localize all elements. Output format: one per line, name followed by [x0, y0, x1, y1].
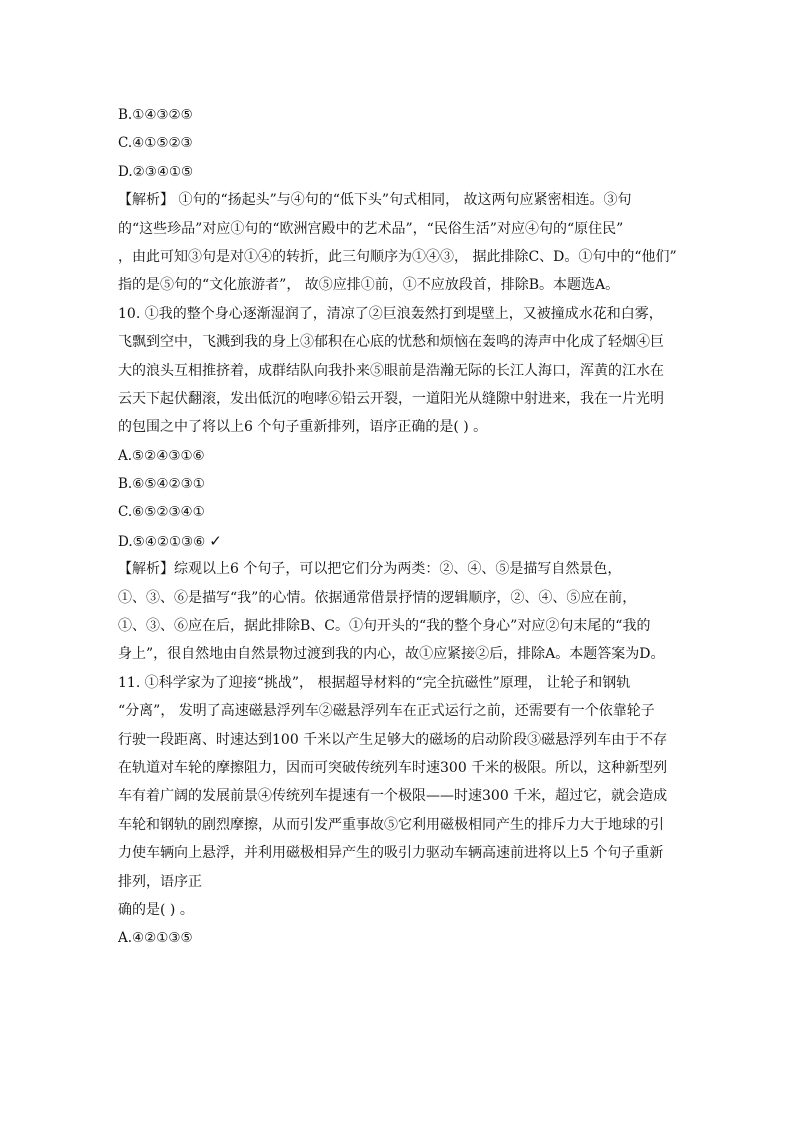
question-text [118, 101, 678, 953]
question-11-line-1: 11. ①科学家为了迎接“挑战”， 根据超导材料的“完全抗磁性”原理， 让轮子和钢轨 [118, 674, 631, 691]
question-11-line-5: 车有着广阔的发展前景④传统列车提速有一个极限——时速300 千米，超过它，就会造成 [118, 788, 668, 805]
checkmark-icon: ✓ [209, 531, 222, 550]
option-c-q10: C.⑥⑤②③④① [118, 504, 205, 521]
analysis-q10-line-3: ①、③、⑥应在后，据此排除B、C。①句开头的“我的整个身心”对应②句末尾的“我的 [118, 618, 651, 635]
question-10-line-4: 云天下起伏翻滚，发出低沉的咆哮⑥铅云开裂，一道阳光从缝隙中射进来，我在一片光明 [118, 390, 664, 407]
analysis-q9-line-2: 的“这些珍品”对应①句的“欧洲宫殿中的艺术品”，“民俗生活”对应④句的“原住民” [118, 220, 624, 237]
question-10-line-2: 飞飘到空中，飞溅到我的身上③郁积在心底的忧愁和烦恼在轰鸣的涛声中化成了轻烟④巨 [118, 334, 664, 351]
question-10-line-1: 10. ①我的整个身心逐渐湿润了，清凉了②巨浪轰然打到堤壁上，又被撞成水花和白雾， [118, 305, 663, 322]
question-11-line-4: 在轨道对车轮的摩擦阻力，因而可突破传统列车时速300 千米的极限。所以，这种新型列 [118, 759, 668, 776]
analysis-q10-line-1: 【解析】综观以上6 个句子，可以把它们分为两类：②、④、⑤是描写自然景色， [118, 561, 622, 578]
option-a-q10: A.⑤②④③①⑥ [118, 447, 205, 464]
option-d-q9: D.②③④①⑤ [118, 163, 194, 180]
analysis-q10-line-4: 身上”，很自然地由自然景物过渡到我的内心，故①应紧接②后，排除A。本题答案为D。 [118, 646, 665, 663]
option-d-q10-text: D.⑤④②①③⑥ [118, 533, 206, 550]
question-11-line-9: 确的是( ) 。 [118, 901, 194, 918]
question-10-line-3: 大的浪头互相推挤着，成群结队向我扑来⑤眼前是浩瀚无际的长江人海口，浑黄的江水在 [118, 362, 664, 379]
option-d-q10 [118, 527, 678, 555]
analysis-q10-line-2: ①、③、⑥是描写“我”的心情。依据通常借景抒情的逻辑顺序，②、④、⑤应在前， [118, 589, 637, 606]
analysis-q9-line-1: 【解析】 ①句的“扬起头”与④句的“低下头”句式相同， 故这两句应紧密相连。③句 [118, 192, 632, 209]
analysis-q9-line-4: 指的是⑤句的“文化旅游者”， 故⑤应排①前，①不应放段首，排除B。本题选A。 [118, 277, 620, 294]
question-11-line-7: 力使车辆向上悬浮，并利用磁极相异产生的吸引力驱动车辆高速前进将以上5 个句子重新 [118, 845, 664, 862]
option-a-q11: A.④②①③⑤ [118, 930, 193, 947]
option-b-q9: B.①④③②⑤ [118, 107, 193, 123]
question-11-line-2: “分离”， 发明了高速磁悬浮列车②磁悬浮列车在正式运行之前，还需要有一个依靠轮子 [118, 703, 655, 720]
analysis-q9-line-3: ，由此可知③句是对①④的转折，此三句顺序为①④③， 据此排除C、D。①句中的“他们” [118, 248, 677, 265]
option-b-q10: B.⑥⑤④②③① [118, 476, 205, 493]
question-11-line-8: 排列，语序正 [118, 873, 202, 890]
question-11-line-6: 车轮和钢轨的剧烈摩擦，从而引发严重事故⑤它利用磁极相同产生的排斥力大于地球的引 [118, 816, 664, 833]
option-c-q9: C.④①⑤②③ [118, 135, 193, 152]
question-10-line-5: 的包围之中了将以上6 个句子重新排列，语序正确的是( ) 。 [118, 419, 488, 436]
question-11-line-3: 行驶一段距离、时速达到100 千米以产生足够大的磁场的启动阶段③磁悬浮列车由于不存 [118, 731, 668, 748]
